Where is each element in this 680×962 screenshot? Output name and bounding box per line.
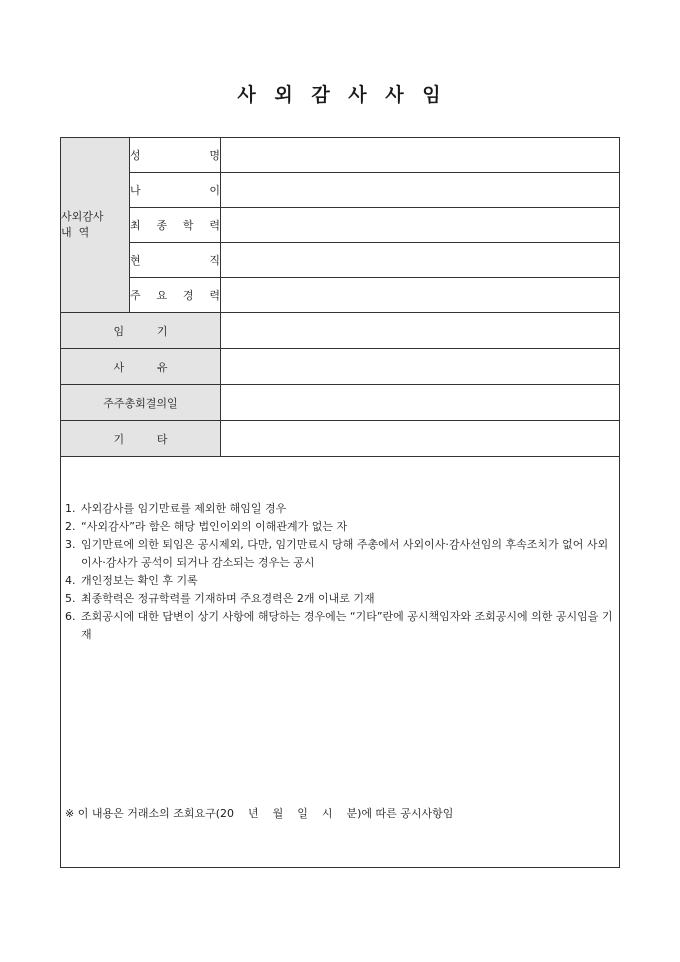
- section-label: [61, 138, 130, 313]
- label-reason-char2: 유: [156, 360, 168, 374]
- note-text: “사외감사”라 함은 해당 법인이외의 이해관계가 없는 자: [81, 520, 348, 533]
- note-number: 4.: [65, 574, 76, 587]
- row-age: [61, 173, 620, 208]
- note-item: [65, 590, 615, 608]
- row-notes: [61, 457, 620, 868]
- row-meeting-date: [61, 385, 620, 421]
- label-education-char2: 종: [156, 219, 168, 232]
- current-position-field[interactable]: [221, 243, 620, 278]
- footer-note: ※ 이 내용은 거래소의 조회요구(20 년 월 일 시 분)에 따른 공시사항임: [65, 807, 454, 820]
- row-reason: [61, 349, 620, 385]
- label-career-char2: 요: [156, 289, 168, 302]
- reason-field[interactable]: [221, 349, 620, 385]
- age-field[interactable]: [221, 173, 620, 208]
- term-field[interactable]: [221, 313, 620, 349]
- note-item: [65, 518, 615, 536]
- label-other-char1: 기: [113, 432, 125, 446]
- note-text: 개인정보는 확인 후 기록: [81, 574, 198, 587]
- note-number: 1.: [65, 502, 76, 515]
- row-current-position: [61, 243, 620, 278]
- label-age: [130, 173, 221, 208]
- note-number: 5.: [65, 592, 76, 605]
- note-number: 2.: [65, 520, 76, 533]
- note-item: [65, 572, 615, 590]
- label-career-char4: 력: [209, 289, 220, 302]
- note-number: 6.: [65, 610, 76, 623]
- label-name: [130, 138, 221, 173]
- row-education: [61, 208, 620, 243]
- label-current-position: [130, 243, 221, 278]
- label-other-char2: 타: [156, 432, 168, 446]
- label-name-char2: 명: [209, 149, 220, 162]
- row-career: [61, 278, 620, 313]
- label-term-char2: 기: [156, 324, 168, 338]
- label-current-position-char2: 직: [209, 254, 220, 267]
- label-current-position-char1: 현: [130, 254, 141, 267]
- page-title: 사 외 감 사 사 임: [237, 84, 443, 106]
- education-field[interactable]: [221, 208, 620, 243]
- note-number: 3.: [65, 538, 76, 551]
- label-name-char1: 성: [130, 149, 141, 162]
- other-field[interactable]: [221, 421, 620, 457]
- label-education-char4: 력: [209, 219, 220, 232]
- note-item: [65, 608, 615, 644]
- row-term: [61, 313, 620, 349]
- label-other: [61, 421, 221, 457]
- label-age-char1: 나: [130, 184, 141, 197]
- notes-list: [65, 500, 615, 644]
- note-text: 임기만료에 의한 퇴임은 공시제외, 다만, 임기만료시 당해 주총에서 사외이사·감사선임의 후속조치가 없어 사외이사·감사가 공석이 되거나 감소되는 경우는 공시: [81, 538, 609, 569]
- label-reason: [61, 349, 221, 385]
- label-career-char3: 경: [182, 289, 194, 302]
- name-field[interactable]: [221, 138, 620, 173]
- label-career-char1: 주: [130, 289, 141, 302]
- label-reason-char1: 사: [113, 360, 125, 374]
- label-education-char3: 학: [182, 219, 194, 232]
- note-text: 사외감사를 임기만료를 제외한 해임일 경우: [81, 502, 287, 515]
- label-term: [61, 313, 221, 349]
- note-text: 최종학력은 정규학력를 기재하며 주요경력은 2개 이내로 기재: [81, 592, 375, 605]
- form-table: [60, 137, 620, 868]
- note-item: [65, 500, 615, 518]
- meeting-date-field[interactable]: [221, 385, 620, 421]
- row-name: [61, 138, 620, 173]
- section-label-line1: 사외감사: [61, 210, 104, 223]
- label-term-char1: 임: [113, 324, 125, 338]
- notes-box: [61, 457, 620, 868]
- label-meeting-date: 주주총회결의일: [61, 385, 221, 421]
- label-career: [130, 278, 221, 313]
- label-education: [130, 208, 221, 243]
- note-text: 조회공시에 대한 답변이 상기 사항에 해당하는 경우에는 “기타”란에 공시책임자와 조회공시에 의한 공시임을 기재: [81, 610, 613, 641]
- section-label-line2: 내 역: [61, 226, 90, 239]
- career-field[interactable]: [221, 278, 620, 313]
- label-age-char2: 이: [209, 184, 220, 197]
- row-other: [61, 421, 620, 457]
- note-item: [65, 536, 615, 572]
- label-education-char1: 최: [130, 219, 141, 232]
